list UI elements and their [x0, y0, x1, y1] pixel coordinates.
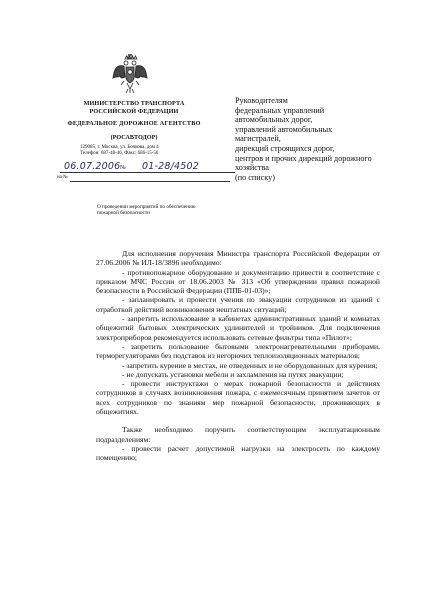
- body-item: - не допускать установки мебели и захламления на путях эвакуации;: [122, 369, 344, 379]
- address-line-1: 129085, г. Москва, ул. Бочкова, дом 4: [80, 145, 159, 150]
- subject-line-2: пожарной безопасности: [97, 210, 150, 217]
- registration-date: 06.07.2006: [64, 161, 121, 172]
- addressee-line: Руководителям: [235, 96, 288, 105]
- body-closing-item: - провести расчет допустимой нагрузки на электросеть по каждому помещению;: [96, 443, 380, 463]
- body-item: - запретить использование в кабинетах административных зданий и комнатах общежитий бытовых электрических удлинителей и тройников. Для подключения электроприборов рекомендуется использовать сетевые фильтры типа «Пилот»;: [96, 314, 380, 342]
- russian-eagle-emblem-icon: [112, 54, 148, 94]
- agency-name: ФЕДЕРАЛЬНОЕ ДОРОЖНОЕ АГЕНТСТВО: [67, 120, 201, 127]
- reference-label: на №: [57, 175, 68, 180]
- subject-line-1: О проведении мероприятий по обеспечению: [97, 204, 196, 210]
- body-item: - запретить курение в местах, не отведенных и не оборудованных для курения;: [122, 360, 378, 370]
- body-item: - противопожарное оборудование и документацию привести в соответствие с приказом МЧС России от 18.06.2003 № 313 «Об утверждении правил пожарной безопасности в Российской Федерации (ППБ-01-03)»;: [96, 267, 380, 296]
- addressee-line: хозяйства: [235, 163, 269, 173]
- registration-line: [60, 161, 235, 173]
- addressee-line: управлений автомобильных: [235, 124, 333, 134]
- addressee-line: автомобильных дорог,: [235, 115, 313, 125]
- reference-line: [70, 181, 230, 182]
- ministry-line-2: РОССИЙСКОЙ ФЕДЕРАЦИИ: [89, 108, 179, 115]
- agency-address: [80, 145, 250, 157]
- body-item: - запланировать и провести учения по эвакуации сотрудников из зданий с отработкой действий возникновения нештатных ситуаций;: [96, 295, 380, 314]
- body-intro: Для исполнения поручения Министра транспорта Российской Федерации от 27.06.2006 № ИЛ-18/3896 необходимо:: [96, 249, 380, 268]
- addressee-line: магистралей,: [235, 134, 281, 144]
- addressee-line: федеральных управлений: [235, 105, 325, 115]
- address-line-2: Телефон: 687-48-46, Факс: 686-15-50: [80, 151, 159, 157]
- body-closing: Также необходимо поручить соответствующим эксплуатационным подразделениям:: [96, 425, 380, 444]
- addressee-line: дирекций строящихся дорог,: [235, 143, 335, 153]
- addressee-line: центров и прочих дирекций дорожного: [235, 153, 372, 163]
- letter-subject: [97, 204, 247, 217]
- registration-number-sign: №: [120, 165, 126, 171]
- agency-abbreviation: (РОСАВТОДОР): [110, 134, 158, 141]
- letter-body: [96, 249, 380, 463]
- body-item: - провести инструктажи о мерах пожарной безопасности и действиях сотрудников в случаях возникновения пожара, с ежемесячным принятием зачетов от всех сотрудников по знаниям мер пожарной безопасности, проживающих в общежитиях.: [96, 379, 380, 417]
- addressee-block: [235, 96, 385, 182]
- addressee-line: (по списку): [235, 172, 275, 182]
- ministry-name: [34, 100, 234, 116]
- ministry-line-1: МИНИСТЕРСТВО ТРАНСПОРТА: [83, 100, 185, 107]
- registration-number: 01-28/4502: [142, 161, 199, 172]
- body-item: - запретить пользование бытовыми электронагревательными приборами, терморегуляторами без подставок из негорючих теплоизоляционных материалов;: [96, 341, 380, 361]
